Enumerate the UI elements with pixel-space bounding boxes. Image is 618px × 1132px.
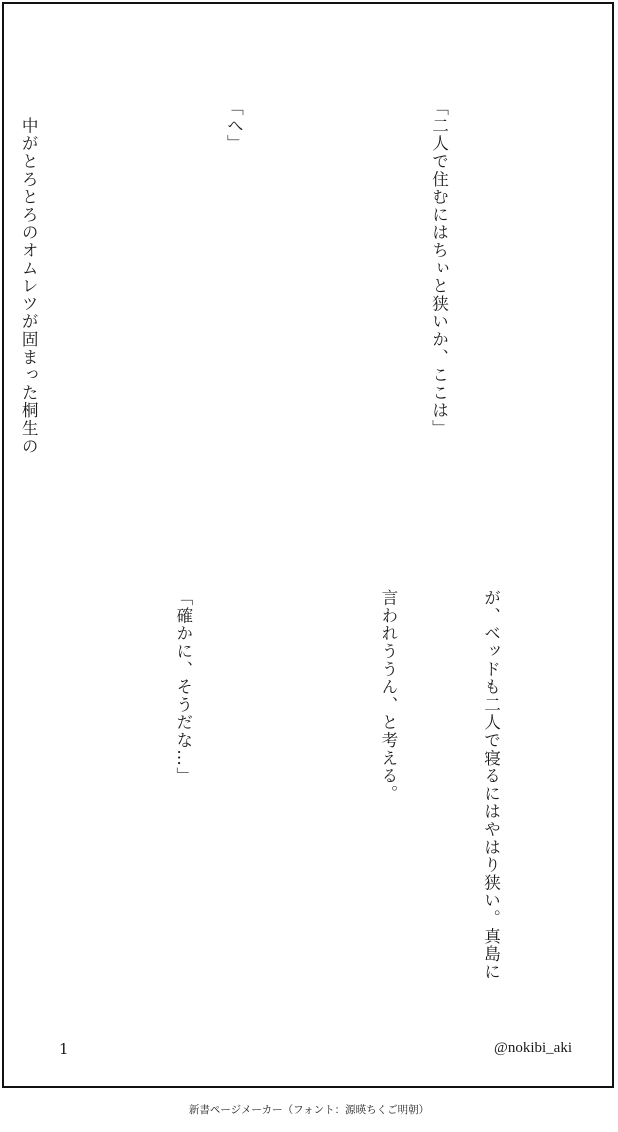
text-line: 「へ」 <box>224 99 244 153</box>
page-number: 1 <box>59 1040 69 1058</box>
blank-line <box>268 589 302 1019</box>
blank-line <box>114 99 148 529</box>
book-page <box>2 2 614 1088</box>
text-line: 言われううん、と考える。 <box>378 589 398 803</box>
author-handle: @nokibi_aki <box>494 1040 572 1056</box>
blank-line <box>319 99 353 529</box>
upper-text-block <box>0 99 524 529</box>
blank-line <box>63 589 97 1019</box>
text-line: 「二人で住むにはちぃと狭いか、ここは」 <box>429 99 449 438</box>
lower-text-block <box>0 589 576 1019</box>
text-line: 中がとろとろのオムレツが固まった桐生の <box>19 99 39 455</box>
text-line: が、ベッドも二人で寝るにはやはり狭い。真島に <box>481 589 501 981</box>
text-line: 「確かに、そうだな…」 <box>173 589 193 785</box>
maker-credit: 新書ページメーカー（フォント：源暎ちくご明朝） <box>188 1104 430 1116</box>
